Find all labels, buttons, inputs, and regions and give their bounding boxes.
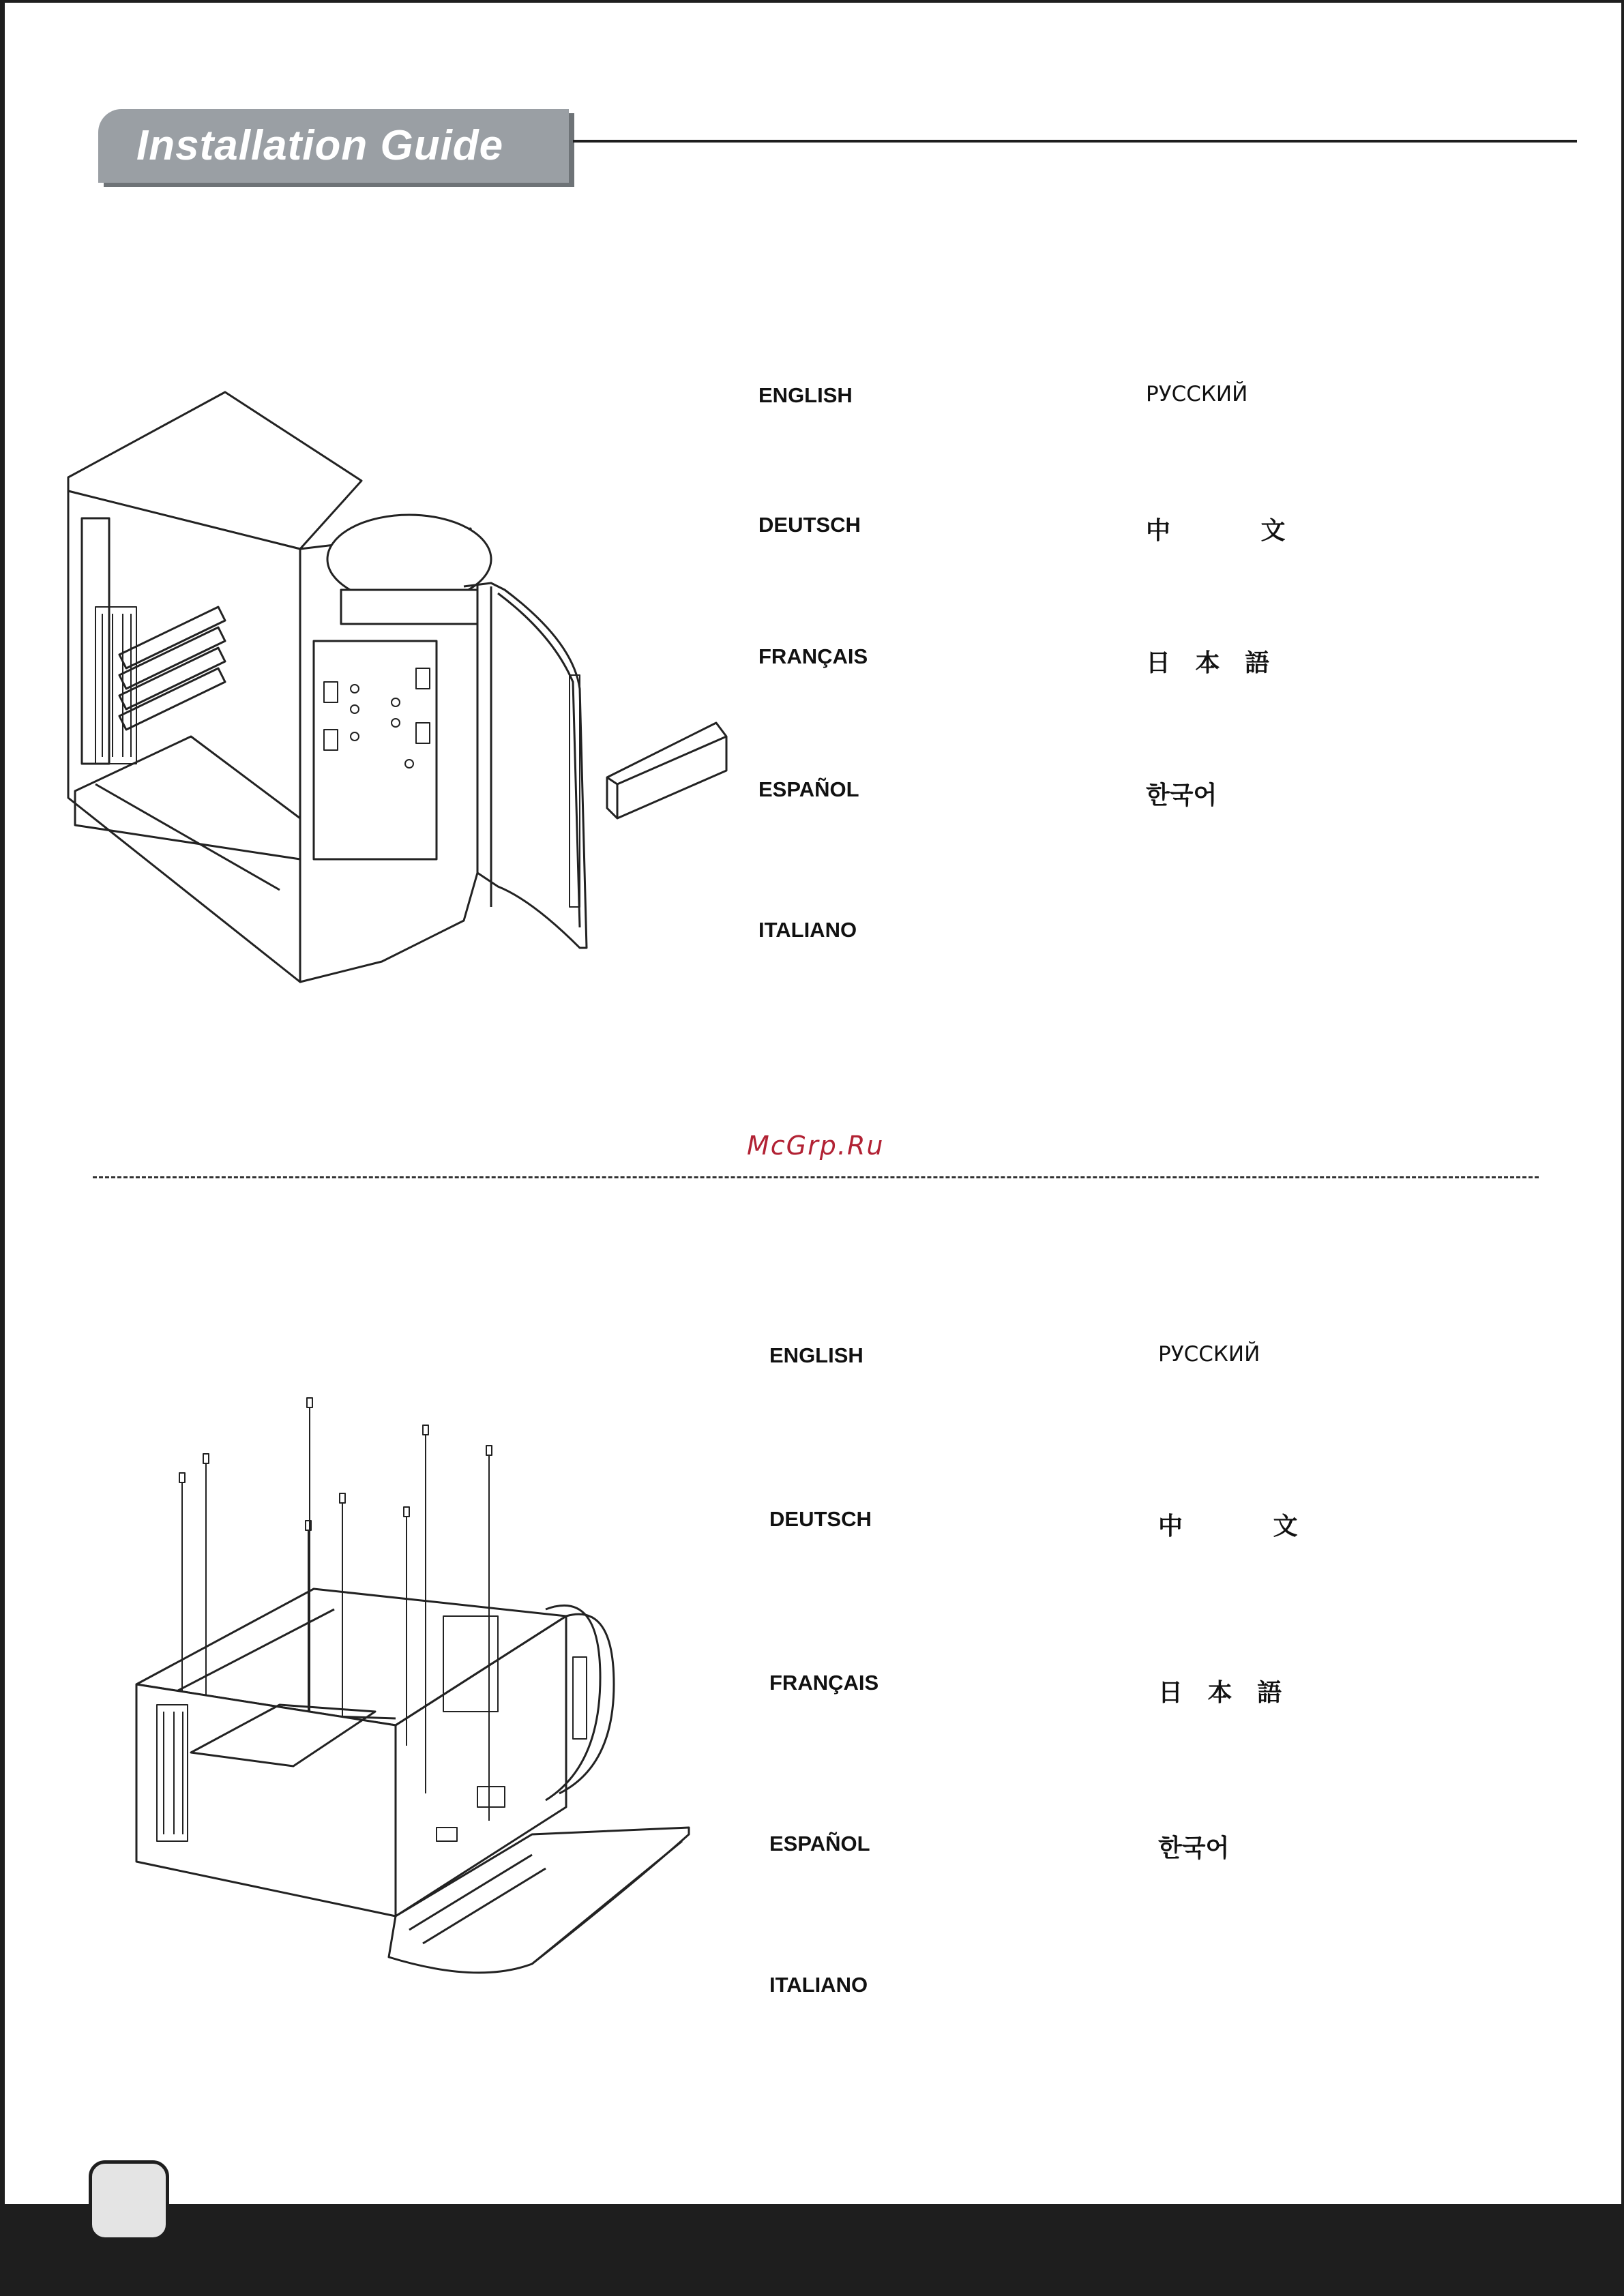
lang-korean[interactable]: 한국어 [1158,1834,1230,1862]
lang-english[interactable]: ENGLISH [769,1343,863,1367]
case-screws-illustration [123,1384,709,1984]
lang-russian[interactable]: РУССКИЙ [1146,382,1248,406]
lang-francais[interactable]: FRANÇAIS [758,644,868,668]
section-divider [93,1176,1539,1178]
lang-espanol[interactable]: ESPAÑOL [758,777,859,801]
lang-italiano[interactable]: ITALIANO [758,918,857,942]
lang-deutsch[interactable]: DEUTSCH [758,513,861,537]
header-rule [573,140,1577,143]
lang-english[interactable]: ENGLISH [758,383,853,407]
case-open-door-illustration [55,382,743,996]
lang-japanese[interactable]: 日 本 語 [1146,649,1278,677]
page-number-badge [89,2160,169,2241]
watermark: McGrp.Ru [747,1131,885,1161]
lang-korean[interactable]: 한국어 [1146,781,1217,809]
footer-bar [0,2204,1624,2296]
lang-italiano[interactable]: ITALIANO [769,1973,868,1997]
lang-japanese[interactable]: 日 本 語 [1158,1679,1290,1707]
page-title: Installation Guide [136,122,504,169]
lang-chinese[interactable]: 中 文 [1158,1512,1339,1540]
lang-espanol[interactable]: ESPAÑOL [769,1832,870,1855]
lang-chinese[interactable]: 中 文 [1146,517,1327,545]
lang-deutsch[interactable]: DEUTSCH [769,1507,872,1531]
lang-francais[interactable]: FRANÇAIS [769,1671,879,1695]
lang-russian[interactable]: РУССКИЙ [1158,1342,1260,1367]
